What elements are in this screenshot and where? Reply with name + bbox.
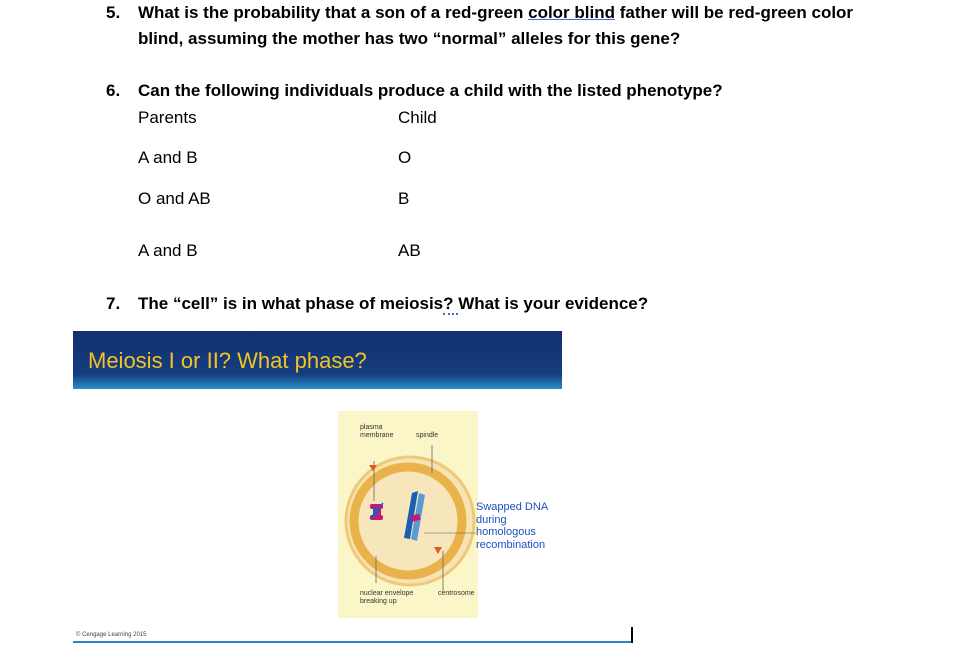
- slide-banner: [73, 331, 562, 389]
- slide-edge-marker: [631, 627, 633, 643]
- row-3-parents: A and B: [138, 241, 198, 260]
- meiosis-cell-figure: [338, 411, 478, 618]
- centrosome-label: centrosome: [438, 590, 475, 597]
- question-6: [106, 78, 956, 104]
- question-7-text: [138, 291, 648, 317]
- question-5-line1-after: father will be red-green color: [615, 3, 854, 22]
- question-mark-dotted: ?: [443, 294, 459, 313]
- question-5-text: [138, 0, 853, 52]
- color-blind-term: color blind: [528, 3, 615, 22]
- row-2-parents: O and AB: [138, 189, 211, 208]
- question-5-line2: blind, assuming the mother has two “normal” alleles for this gene?: [138, 29, 681, 48]
- question-7-after: What is your evidence?: [458, 294, 649, 313]
- question-5-line1-before: What is the probability that a son of a red-green: [138, 3, 529, 22]
- question-6-number: 6.: [106, 81, 121, 100]
- cell-illustration: [338, 411, 478, 618]
- row-1-child: O: [398, 148, 412, 167]
- banner-title: Meiosis I or II? What phase?: [88, 348, 367, 373]
- question-5: [106, 0, 956, 52]
- child-header: Child: [398, 108, 437, 127]
- spindle-label: spindle: [416, 432, 439, 439]
- copyright-credit: © Cengage Learning 2015: [76, 632, 147, 638]
- question-5-number: 5.: [106, 3, 121, 22]
- parents-header: Parents: [138, 108, 197, 127]
- question-7-number: 7.: [106, 294, 121, 313]
- swapped-dna-callout: Swapped DNA during homologous recombination: [476, 501, 549, 551]
- row-2-child: B: [398, 189, 410, 208]
- question-7-before: The “cell” is in what phase of meiosis: [138, 294, 444, 313]
- plasma-membrane-label: plasma membrane: [360, 424, 394, 439]
- row-1-parents: A and B: [138, 148, 198, 167]
- row-3-child: AB: [398, 241, 421, 260]
- nuclear-envelope-label: nuclear envelope breaking up: [360, 590, 414, 605]
- question-6-text: Can the following individuals produce a child with the listed phenotype?: [138, 81, 723, 100]
- slide-footer-rule: [73, 641, 633, 643]
- question-7: [106, 291, 956, 317]
